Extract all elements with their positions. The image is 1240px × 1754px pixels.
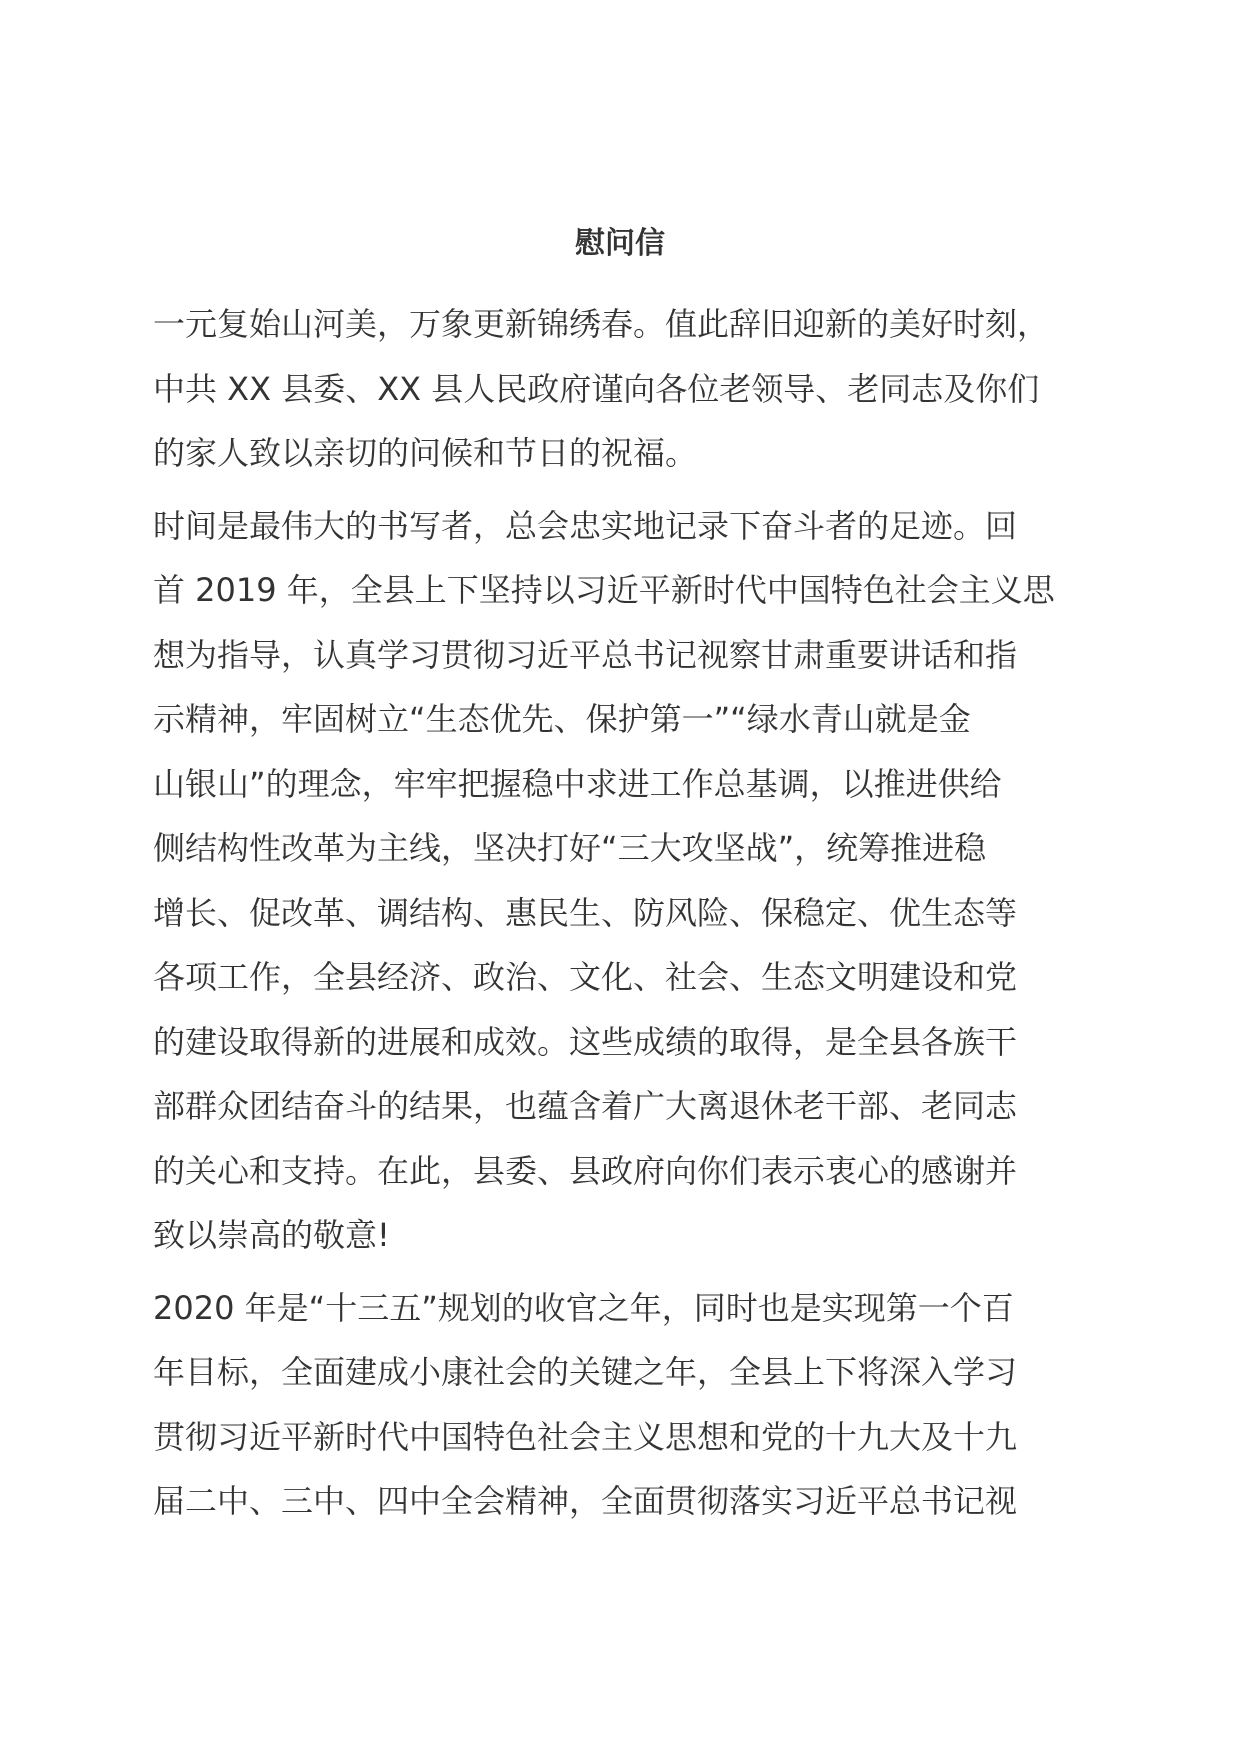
text-line: 致以崇高的敬意! [153, 1216, 390, 1254]
document-title: 慰问信 [575, 226, 665, 261]
paragraph [153, 1276, 1101, 1534]
text-line: 山银山”的理念，牢牢把握稳中求进工作总基调，以推进供给 [153, 764, 1002, 803]
text-line: 部群众团结奋斗的结果，也蕴含着广大离退休老干部、老同志 [153, 1087, 1018, 1125]
text-line: 首 2019 年，全县上下坚持以习近平新时代中国特色社会主义思 [153, 571, 1055, 609]
text-line: 的关心和支持。在此，县委、县政府向你们表示衷心的感谢并 [153, 1151, 1018, 1190]
paragraph [153, 494, 1101, 1268]
text-line: 时间是最伟大的书写者，总会忠实地记录下奋斗者的足迹。回 [153, 506, 1018, 545]
text-line: 中共 XX 县委、XX 县人民政府谨向各位老领导、老同志及你们 [153, 369, 1040, 408]
text-line: 一元复始山河美，万象更新锦绣春。值此辞旧迎新的美好时刻， [153, 305, 1050, 343]
text-line: 的家人致以亲切的问候和节日的祝福。 [153, 434, 698, 472]
text-line: 增长、促改革、调结构、惠民生、防风险、保稳定、优生态等 [153, 893, 1018, 932]
text-line: 年目标，全面建成小康社会的关键之年，全县上下将深入学习 [153, 1353, 1018, 1391]
text-line: 各项工作，全县经济、政治、文化、社会、生态文明建设和党 [153, 958, 1018, 996]
paragraph [153, 292, 1101, 486]
text-line: 届二中、三中、四中全会精神，全面贯彻落实习近平总书记视 [153, 1482, 1018, 1520]
text-line: 的建设取得新的进展和成效。这些成绩的取得，是全县各族干 [153, 1022, 1018, 1061]
text-line: 贯彻习近平新时代中国特色社会主义思想和党的十九大及十九 [153, 1417, 1018, 1456]
document-body [153, 292, 1101, 1542]
text-line: 想为指导，认真学习贯彻习近平总书记视察甘肃重要讲话和指 [153, 635, 1018, 674]
text-line: 示精神，牢固树立“生态优先、保护第一”“绿水青山就是金 [153, 700, 971, 738]
text-line: 2020 年是“十三五”规划的收官之年，同时也是实现第一个百 [153, 1288, 1014, 1327]
text-line: 侧结构性改革为主线，坚决打好“三大攻坚战”，统筹推进稳 [153, 829, 987, 867]
